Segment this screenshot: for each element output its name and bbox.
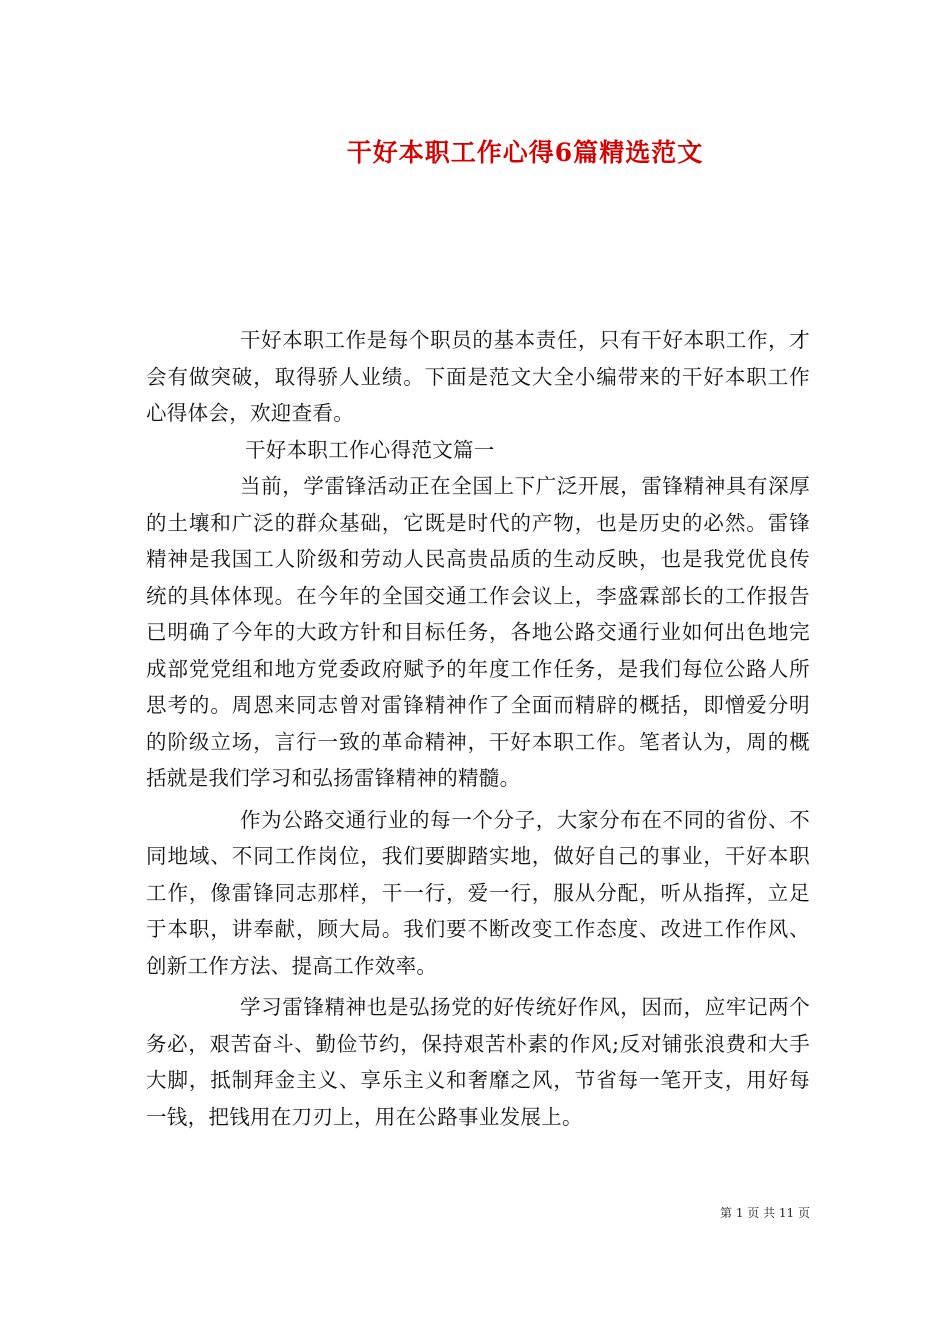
intro-paragraph: 干好本职工作是每个职员的基本责任，只有干好本职工作，才会有做突破，取得骄人业绩。下面是范文大全小编带来的干好本职工作心得体会，欢迎查看。 (146, 328, 810, 425)
page-number-footer: 第 1 页 共 11 页 (720, 1206, 810, 1220)
document-body (146, 322, 810, 1135)
body-paragraph-2: 作为公路交通行业的每一个分子，大家分布在不同的省份、不同地域、不同工作岗位，我们要脚踏实地，做好自己的事业，干好本职工作，像雷锋同志那样，干一行，爱一行，服从分配，听从指挥，立足于本职，讲奉献，顾大局。我们要不断改变工作态度、改进工作作风、创新工作方法、提高工作效率。 (146, 807, 810, 978)
body-paragraph-3: 学习雷锋精神也是弘扬党的好传统好作风，因而，应牢记两个务必，艰苦奋斗、勤俭节约，保持艰苦朴素的作风;反对铺张浪费和大手大脚，抵制拜金主义、享乐主义和奢靡之风，节省每一笔开支，用好每一钱，把钱用在刀刃上，用在公路事业发展上。 (146, 995, 810, 1129)
section-heading: 干好本职工作心得范文篇一 (245, 437, 495, 462)
document-title: 干好本职工作心得6篇精选范文 (346, 138, 704, 167)
body-paragraph-1: 当前，学雷锋活动正在全国上下广泛开展，雷锋精神具有深厚的土壤和广泛的群众基础，它既是时代的产物，也是历史的必然。雷锋精神是我国工人阶级和劳动人民高贵品质的生动反映，也是我党优良传统的具体体现。在今年的全国交通工作会议上，李盛霖部长的工作报告已明确了今年的大政方针和目标任务，各地公路交通行业如何出色地完成部党党组和地方党委政府赋予的年度工作任务，是我们每位公路人所思考的。周恩来同志曾对雷锋精神作了全面而精辟的概括，即憎爱分明的阶级立场，言行一致的革命精神，干好本职工作。笔者认为，周的概括就是我们学习和弘扬雷锋精神的精髓。 (146, 474, 810, 790)
